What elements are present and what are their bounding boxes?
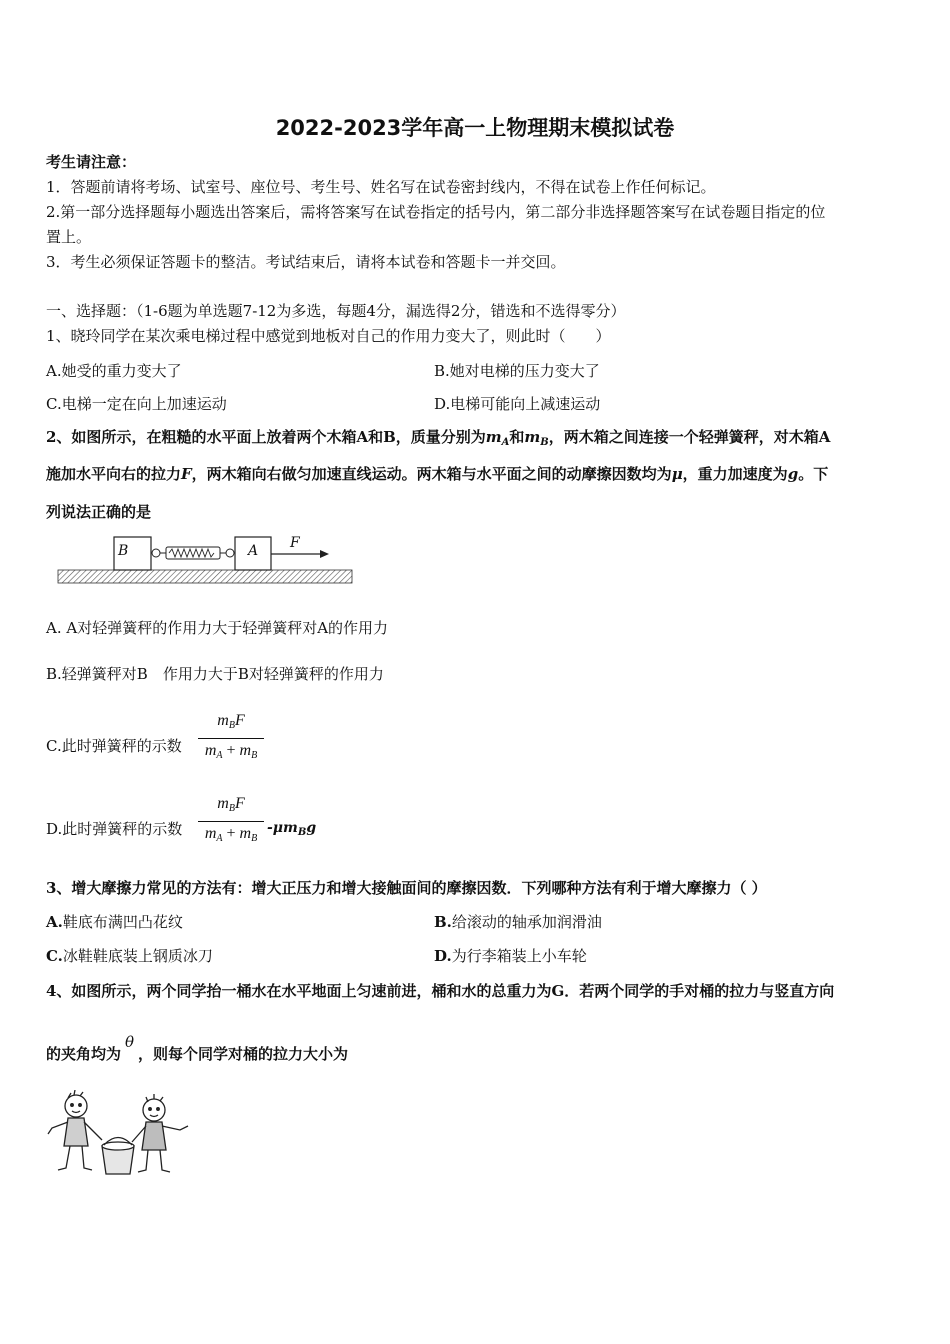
box-a-label: A: [248, 543, 259, 559]
q2-d-tail: $-\mu m_Bg$: [267, 820, 317, 838]
fraction-bar: [198, 738, 264, 739]
q2-text: 和: [509, 428, 525, 446]
q2-stem-line3: 列说法正确的是: [46, 503, 152, 521]
page-title: 2022-2023学年高一上物理期末模拟试卷: [275, 116, 675, 140]
q2-option-d[interactable]: D.此时弹簧秤的示数: [46, 820, 183, 838]
spring-ring-left: [152, 549, 160, 557]
notice-item-3: 3．考生必须保证答题卡的整洁。考试结束后，请将本试卷和答题卡一并交回。: [46, 253, 566, 271]
right-student-arm: [162, 1126, 188, 1130]
q4-stem-line2: 的夹角均为θ，则每个同学对桶的拉力大小为: [46, 1033, 349, 1063]
q2-stem-line1: [46, 427, 830, 453]
q1-stem: 1、晓玲同学在某次乘电梯过程中感觉到地板对自己的作用力变大了，则此时（ ）: [46, 327, 611, 345]
fraction-numerator: $m_BF$: [217, 795, 245, 814]
q2-ma-sub: A: [501, 437, 510, 448]
fraction-denominator: $m_A + m_B$: [204, 825, 258, 844]
q3-option-d[interactable]: D.为行李箱装上小车轮: [434, 947, 587, 965]
q1-option-b[interactable]: B.她对电梯的压力变大了: [434, 362, 600, 380]
fraction-denominator: $m_A + m_B$: [204, 742, 258, 761]
fraction-bar: [198, 821, 264, 822]
q2-stem-line2: [46, 464, 828, 484]
q2-text: 2、如图所示，在粗糙的水平面上放着两个木箱A和B，质量分别为: [46, 428, 486, 446]
q2-g-symbol: g: [787, 465, 799, 483]
q2-mb-sub: B: [540, 437, 549, 448]
q2-text: ，重力加速度为: [682, 465, 788, 483]
q2-option-c[interactable]: C.此时弹簧秤的示数: [46, 737, 182, 755]
box-b-label: B: [118, 543, 129, 559]
q1-option-d[interactable]: D.电梯可能向上减速运动: [434, 395, 601, 413]
q4-stem-line1: 4、如图所示，两个同学抬一桶水在水平地面上匀速前进，桶和水的总重力为G．若两个同学的手对桶的拉力与竖直方向: [46, 982, 835, 1000]
q2-mu-symbol: μ: [671, 465, 683, 483]
q2-mb: m: [524, 428, 541, 446]
fraction-numerator: $m_BF$: [217, 712, 245, 731]
spring-ring-right: [226, 549, 234, 557]
left-student-arm: [48, 1122, 68, 1134]
q2-text: ，两木箱之间连接一个轻弹簧秤，对木箱A: [548, 428, 831, 446]
q2-option-b[interactable]: B.轻弹簧秤对B 作用力大于B对轻弹簧秤的作用力: [46, 665, 384, 683]
section-heading: 一、选择题：（1-6题为单选题7-12为多选，每题4分，漏选得2分，错选和不选得零分）: [46, 302, 626, 320]
left-student-legs: [58, 1146, 92, 1170]
left-student-head: [65, 1095, 87, 1117]
notice-heading: 考生请注意：: [46, 153, 137, 171]
q2-text: ，两木箱向右做匀加速直线运动。两木箱与水平面之间的动摩擦因数均为: [191, 465, 672, 483]
q3-stem: 3、增大摩擦力常见的方法有：增大正压力和增大接触面间的摩擦因数．下列哪种方法有利于增大摩擦力（ ）: [46, 879, 767, 897]
q2-ma: m: [485, 428, 502, 446]
q3-option-c[interactable]: C.冰鞋鞋底装上钢质冰刀: [46, 947, 213, 965]
q4-figure: [44, 1090, 194, 1182]
q2-force-symbol: F: [181, 465, 192, 483]
notice-item-2-line2: 置上。: [46, 228, 92, 246]
q2-figure: [56, 532, 356, 588]
ground-surface: [58, 570, 352, 583]
q2-text: 。下: [798, 465, 829, 483]
q1-option-a[interactable]: A.她受的重力变大了: [46, 362, 182, 380]
force-arrow-head: [320, 550, 329, 558]
q2-d-fraction: [198, 794, 264, 849]
right-student-head: [143, 1099, 165, 1121]
force-label: F: [290, 535, 300, 551]
q3-option-a[interactable]: A.鞋底布满凹凸花纹: [46, 913, 183, 931]
q2-option-a[interactable]: A. A对轻弹簧秤的作用力大于轻弹簧秤对A的作用力: [46, 619, 389, 637]
notice-item-1: 1．答题前请将考场、试室号、座位号、考生号、姓名写在试卷密封线内，不得在试卷上作任何标记。: [46, 178, 716, 196]
q3-option-b[interactable]: B.给滚动的轴承加润滑油: [434, 913, 602, 931]
notice-item-2-line1: 2.第一部分选择题每小题选出答案后，需将答案写在试卷指定的括号内，第二部分非选择题答案写在试卷题目指定的位: [46, 203, 826, 221]
q2-c-fraction: [198, 711, 264, 766]
theta-symbol: θ: [125, 1033, 135, 1051]
q2-text: 施加水平向右的拉力: [46, 465, 182, 483]
q1-option-c[interactable]: C.电梯一定在向上加速运动: [46, 395, 227, 413]
right-student-legs: [138, 1150, 170, 1172]
